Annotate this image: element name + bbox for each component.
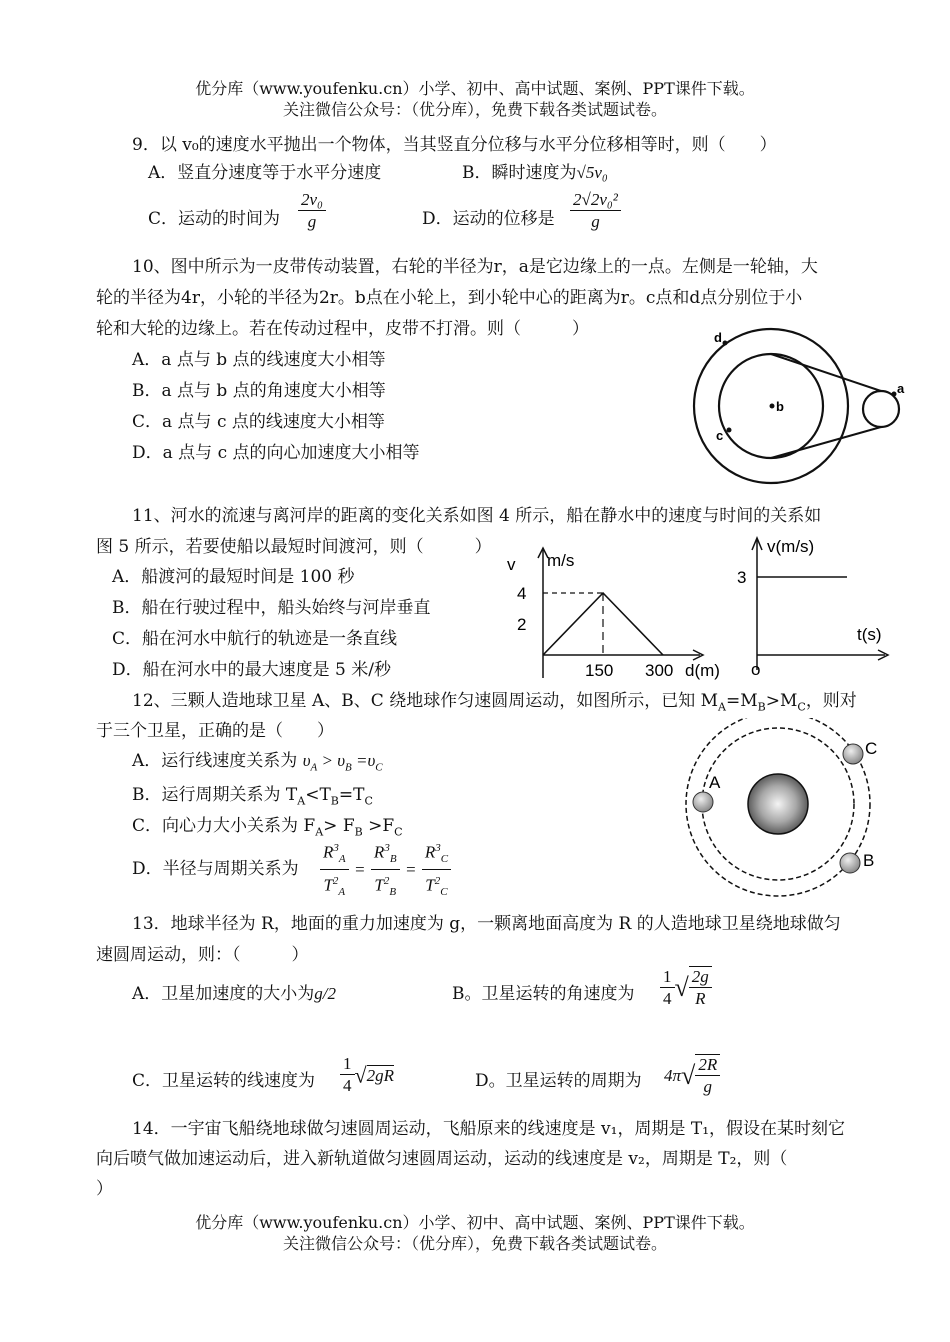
q12-a-formula: $\upsilon_A > \upsilon_B =\upsilon_C$ (302, 751, 383, 774)
q10-line3: 轮和大轮的边缘上。若在传动过程中，皮带不打滑。则（ ） (96, 319, 589, 339)
point-a-dot (892, 392, 897, 397)
q9-option-b: B．瞬时速度为√5v₀ (462, 163, 608, 183)
point-b-dot (770, 404, 775, 409)
point-d-label: d (714, 330, 722, 345)
q9-c-fraction: $\frac{\text{2v₀}}{g}$ (298, 190, 326, 233)
chart5-ytick-3: 3 (737, 568, 747, 587)
q11-line2: 图 5 所示，若要使船以最短时间渡河，则（ ） (96, 537, 492, 557)
q10-line1: 10、图中所示为一皮带传动装置，右轮的半径为r，a是它边缘上的一点。左侧是一轮轴，大 (132, 257, 818, 277)
belt-top (771, 354, 881, 391)
chart4-ylabel-unit: m/s (547, 551, 575, 570)
q13-b-formula: $\frac{1}{4}$ √ $\frac{2g}{R}$ (660, 966, 712, 1010)
q11-option-d: D．船在河水中的最大速度是 5 米/秒 (112, 660, 391, 680)
point-a-label: a (897, 381, 905, 396)
chart5-origin: o (751, 660, 761, 679)
q11-option-c: C．船在河水中航行的轨迹是一条直线 (112, 629, 398, 649)
satellite-b-label: B (863, 851, 875, 870)
satellite-c-label: C (865, 739, 878, 758)
q9-stem: 9．以 v₀的速度水平抛出一个物体，当其竖直分位移与水平分位移相等时，则（ ） (132, 135, 777, 155)
q12-option-c: C．向心力大小关系为 $F_A> F_B >F_C$ (132, 816, 403, 839)
chart4-ytick-4: 4 (517, 584, 527, 603)
boat-speed-chart (735, 530, 905, 680)
earth (748, 774, 808, 834)
q11-option-a: A．船渡河的最短时间是 100 秒 (112, 567, 355, 587)
chart4-xtick-300: 300 (645, 661, 674, 680)
q11-option-b: B．船在行驶过程中，船头始终与河岸垂直 (112, 598, 431, 618)
q10-line2: 轮的半径为4r，小轮的半径为2r。b点在小轮上，到小轮中心的距离为r。c点和d点分别位于小 (96, 288, 803, 308)
point-c-label: c (716, 428, 724, 443)
q14-line2: 向后喷气做加速运动后，进入新轨道做匀速圆周运动，运动的线速度是 v₂，周期是 T₂，则（ (96, 1149, 788, 1169)
q13-c-formula: $\frac{1}{4}$ √2gR (340, 1054, 394, 1097)
chart4-xtick-150: 150 (585, 661, 614, 680)
q9-d-fraction: $\frac{\text{2√2v₀²}}{g}$ (570, 190, 621, 233)
q12-d-formula: $\frac{R^3_A}{T^2_A}$ = $\frac{R^3_B}{T^2_B}$ = $\frac{R^3_C}{T^2_C}$ (320, 838, 451, 903)
q14-line1: 14．一宇宙飞船绕地球做匀速圆周运动，飞船原来的线速度是 v₁，周期是 T₁，假设在某时刻它 (132, 1119, 846, 1139)
q10-option-b: B．a 点与 b 点的角速度大小相等 (132, 381, 386, 401)
chart4-ylabel-v: v (507, 555, 516, 574)
satellite-c (843, 744, 863, 764)
q13-option-c: C．卫星运转的线速度为 (132, 1071, 316, 1091)
river-speed-chart (505, 540, 735, 680)
q13-option-b: B。卫星运转的角速度为 (452, 984, 635, 1004)
satellite-a (693, 792, 713, 812)
chart5-ylabel: v(m/s) (767, 537, 815, 556)
page-footer-line1: 优分库（www.youfenku.cn）小学、初中、高中试题、案例、PPT课件下载。 (195, 1213, 755, 1232)
satellite-orbit-figure (675, 718, 895, 908)
q12-line2: 于三个卫星，正确的是（ ） (96, 721, 334, 741)
q12-option-d: D．半径与周期关系为 (132, 859, 299, 879)
q12-line1: 12、三颗人造地球卫星 A、B、C 绕地球作匀速圆周运动，如图所示，已知 $M_A=M_B>M_C$，则对 (132, 691, 857, 714)
belt-bottom (771, 427, 881, 458)
q9-option-a: A．竖直分速度等于水平分速度 (148, 163, 382, 183)
q9-b-formula: √5v₀ (576, 163, 608, 182)
q9-option-d: D．运动的位移是 (422, 209, 555, 229)
satellite-a-label: A (709, 773, 721, 792)
point-c-dot (727, 428, 732, 433)
q12-option-a: A．运行线速度关系为 $\upsilon_A > \upsilon_B =\upsilon_C$ (132, 751, 383, 774)
q13-d-formula: 4π√ $\frac{2R}{g}$ (664, 1054, 720, 1098)
q14-line3: ） (96, 1179, 113, 1199)
q13-line2: 速圆周运动，则：（ ） (96, 945, 309, 965)
page-header-line1: 优分库（www.youfenku.cn）小学、初中、高中试题、案例、PPT课件下载。 (195, 79, 755, 98)
chart5-xlabel: t(s) (857, 625, 882, 644)
chart4-ytick-2: 2 (517, 615, 527, 634)
page-header-line2: 关注微信公众号：（优分库），免费下载各类试题试卷。 (282, 100, 667, 119)
chart4-xlabel: d(m) (685, 661, 720, 680)
q10-option-c: C．a 点与 c 点的线速度大小相等 (132, 412, 385, 432)
q13-option-a: A．卫星加速度的大小为g/2 (132, 984, 337, 1004)
q13-option-d: D。卫星运转的周期为 (475, 1071, 642, 1091)
q11-line1: 11、河水的流速与离河岸的距离的变化关系如图 4 所示，船在静水中的速度与时间的关系如 (132, 506, 822, 526)
belt-drive-figure (660, 318, 930, 488)
q10-option-a: A．a 点与 b 点的线速度大小相等 (132, 350, 386, 370)
point-d-dot (723, 341, 728, 346)
page-footer-line2: 关注微信公众号：（优分库），免费下载各类试题试卷。 (282, 1234, 667, 1253)
q12-option-b: B．运行周期关系为 $T_A<T_B=T_C$ (132, 785, 373, 808)
satellite-b (840, 853, 860, 873)
point-b-label: b (776, 399, 784, 414)
q10-option-d: D．a 点与 c 点的向心加速度大小相等 (132, 443, 420, 463)
q9-option-c: C．运动的时间为 (148, 209, 281, 229)
q13-line1: 13．地球半径为 R，地面的重力加速度为 g，一颗离地面高度为 R 的人造地球卫星绕地球做匀 (132, 914, 841, 934)
